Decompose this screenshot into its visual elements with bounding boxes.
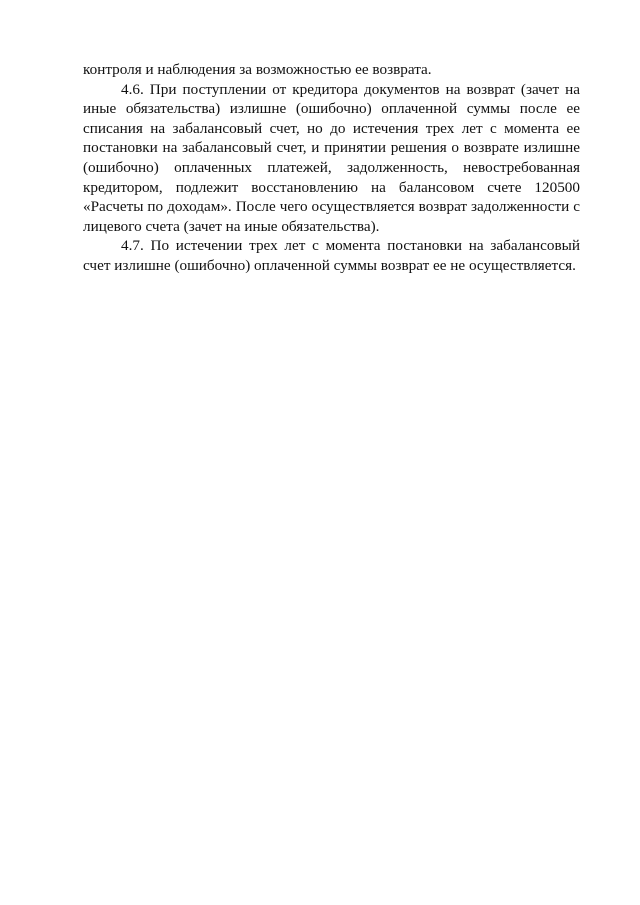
paragraph-4-7: 4.7. По истечении трех лет с момента постановки на забалансовый счет излишне (ошибочно) оплаченной суммы возврат ее не осуществляется. [83, 237, 580, 274]
paragraph-4-6: 4.6. При поступлении от кредитора документов на возврат (зачет на иные обязательства) излишне (ошибочно) оплаченной суммы после ее списания на забалансовый счет, но до истечения трех лет с момента ее постановки на забалансовый счет, и принятии решения о возврате излишне (ошибочно) оплаченных платежей, задолженность, невостребованная кредитором, подлежит восстановлению на балансовом счете 120500 «Расчеты по доходам». После чего осуществляется возврат задолженности с лицевого счета (зачет на иные обязательства). [83, 80, 580, 235]
paragraph-continuation: контроля и наблюдения за возможностью ее возврата. [83, 61, 432, 78]
document-body [83, 60, 580, 276]
